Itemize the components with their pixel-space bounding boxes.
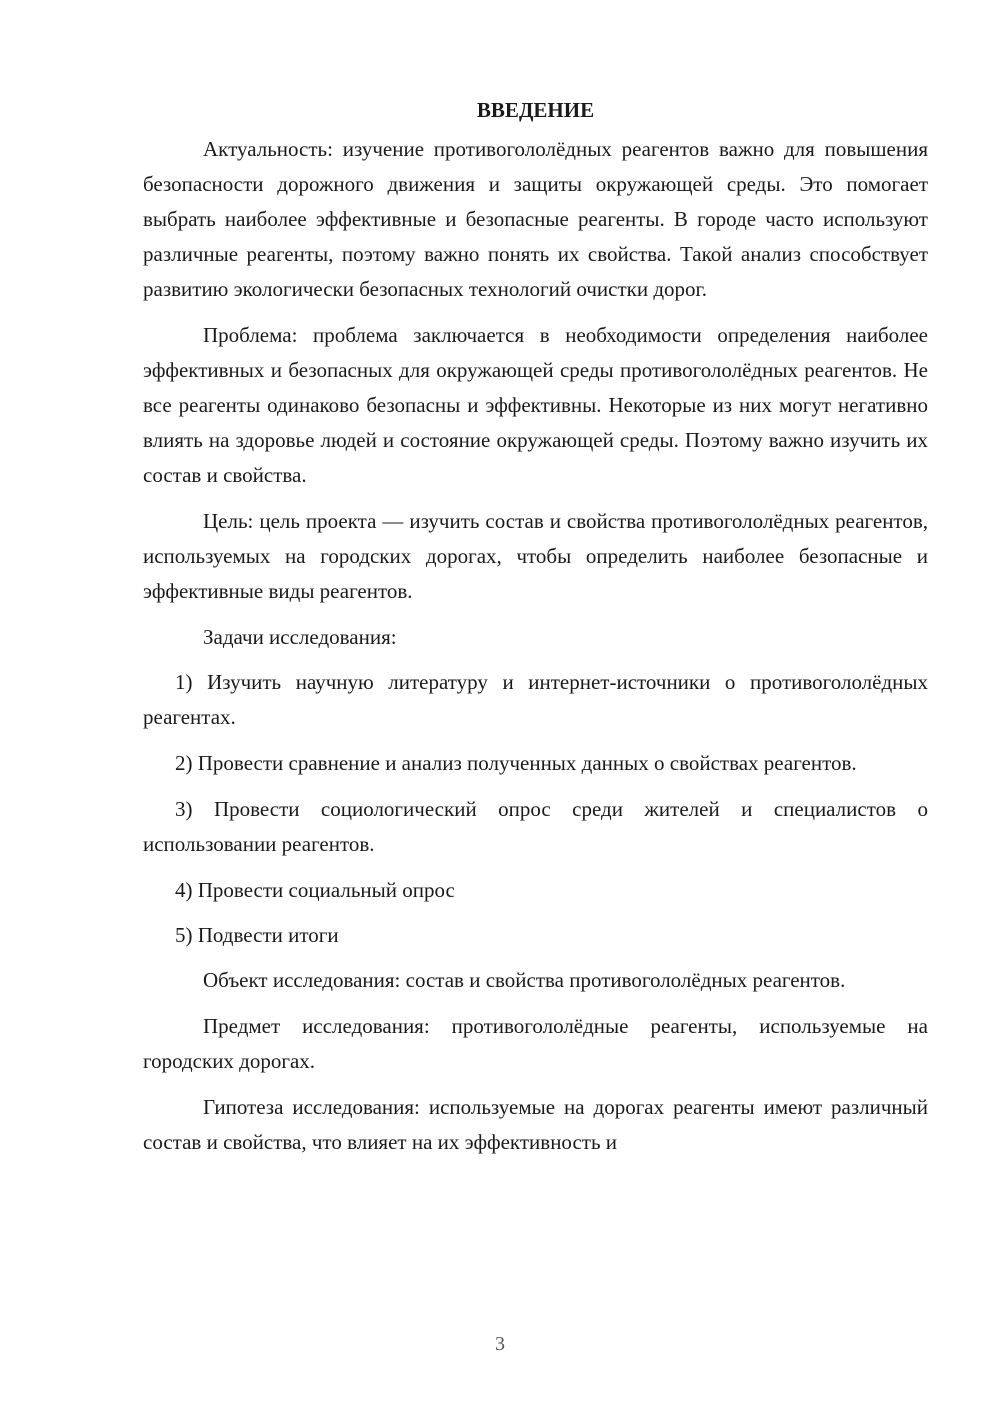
task-item-4: 4) Провести социальный опрос: [175, 878, 455, 902]
task-item-1: 1) Изучить научную литературу и интернет-источники о противогололёдных реагентах.: [143, 670, 928, 729]
document-page: [143, 92, 928, 1160]
paragraph-object: Объект исследования: состав и свойства противогололёдных реагентов.: [203, 968, 846, 992]
paragraph-goal: Цель: цель проекта — изучить состав и свойства противогололёдных реагентов, используемых на городских дорогах, чтобы определить наиболее безопасные и эффективные виды реагентов.: [143, 509, 928, 603]
task-item-5: 5) Подвести итоги: [175, 923, 339, 947]
paragraph-problem: Проблема: проблема заключается в необходимости определения наиболее эффективных и безопасных для окружающей среды противогололёдных реагентов. Не все реагенты одинаково безопасны и эффективны. Некоторые из них могут негативно влиять на здоровье людей и состояние окружающей среды. Поэтому важно изучить их состав и свойства.: [143, 323, 928, 487]
paragraph-tasks-intro: Задачи исследования:: [203, 625, 397, 649]
paragraph-relevance: Актуальность: изучение противогололёдных реагентов важно для повышения безопасности дорожного движения и защиты окружающей среды. Это помогает выбрать наиболее эффективные и безопасные реагенты. В городе часто используют различные реагенты, поэтому важно понять их свойства. Такой анализ способствует развитию экологически безопасных технологий очистки дорог.: [143, 137, 928, 301]
paragraph-hypothesis: Гипотеза исследования: используемые на дорогах реагенты имеют различный состав и свойства, что влияет на их эффективность и: [143, 1095, 928, 1154]
task-item-3: 3) Провести социологический опрос среди жителей и специалистов о использовании реагентов.: [143, 797, 928, 856]
section-heading: ВВЕДЕНИЕ: [476, 98, 595, 122]
page-number: 3: [495, 1333, 505, 1355]
paragraph-subject: Предмет исследования: противогололёдные реагенты, используемые на городских дорогах.: [143, 1014, 928, 1073]
task-item-2: 2) Провести сравнение и анализ полученных данных о свойствах реагентов.: [175, 751, 857, 775]
